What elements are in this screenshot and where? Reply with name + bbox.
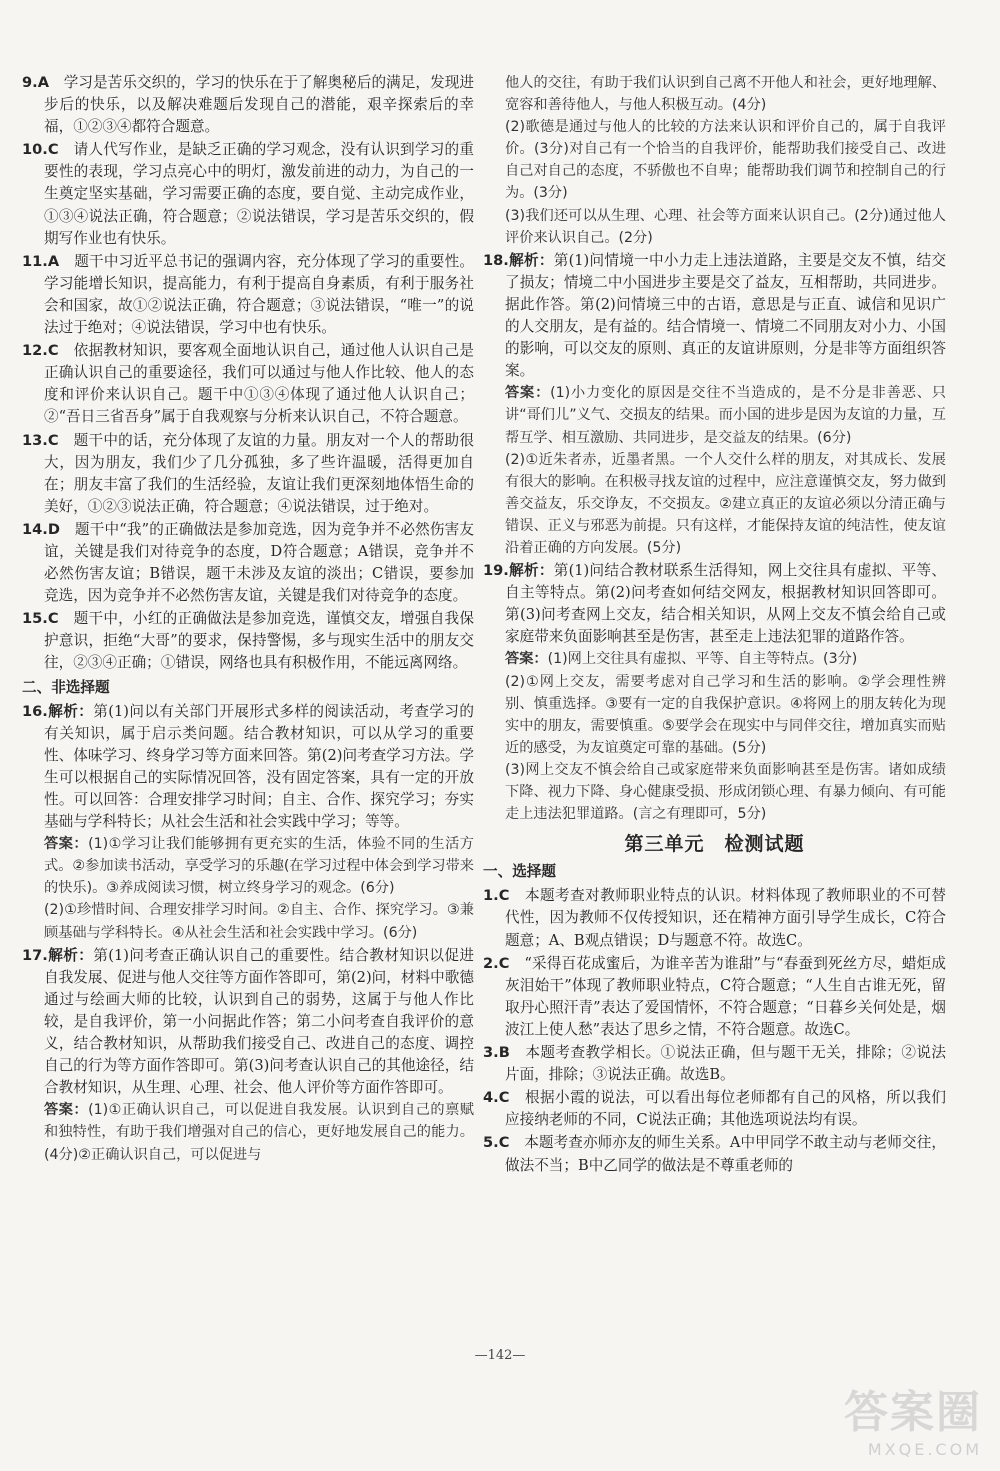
question-number: 10.C (22, 141, 59, 159)
section-heading-nonchoice: 二、非选择题 (22, 678, 110, 696)
answer-item (22, 430, 474, 518)
left-column (22, 72, 474, 1167)
answer-label: 答案： (505, 385, 551, 402)
analysis-label: 解析： (508, 251, 554, 269)
explanation-text: 本题考查对教师职业特点的认识。材料体现了教师职业的不可替代性，因为教师不仅传授知识，还在精神方面引导学生成长，C符合题意；A、B观点错误；D与题意不符。故选C。 (505, 887, 946, 949)
answer-part-1: (1)①学习让我们能够拥有更充实的生活，体验不同的生活方式。②参加读书活动，享受学习的乐趣(在学习过程中体会到学习带来的快乐)。③养成阅读习惯，树立终身学习的观念。(6分) (44, 836, 474, 897)
answer-item (22, 72, 474, 138)
explanation-text: 请人代写作业，是缺乏正确的学习观念，没有认识到学习的重要性的表现，学习点亮心中的明灯，激发前进的动力，为自己的一生奠定坚实基础，学习需要正确的态度，要自觉、主动完成作业，①③④说法正确，符合题意；②说法错误，学习是苦乐交织的，假期写作业也有快乐。 (44, 141, 474, 247)
answer-part-3: (3)网上交友不慎会给自己或家庭带来负面影响甚至是伤害。诸如成绩下降、视力下降、身心健康受损、形成闭锁心理、有暴力倾向、有可能走上违法犯罪道路。(言之有理即可，5分) (505, 761, 946, 823)
page-number: —142— (474, 1348, 526, 1363)
answer-item (22, 519, 474, 607)
question-number: 12.C (22, 342, 59, 360)
answer-label: 答案： (505, 651, 548, 668)
answer-part-1: (1)①正确认识自己，可以促进自我发展。认识到自己的禀赋和独特性，有助于我们增强对自己的信心，更好地发展自己的能力。(4分)②正确认识自己，可以促进与 (44, 1102, 474, 1163)
answer-label: 答案： (44, 1102, 89, 1119)
analysis-text: 第(1)问考查正确认识自己的重要性。结合教材知识以促进自我发展、促进与他人交往等方面作答即可，第(2)问，材料中歌德通过与绘画大师的比较，认识到自己的弱势，这属于与他人作比较，是自我评价，第一小问据此作答；第二小问考查自我评价的意义，结合教材知识，从帮助我们接受自己、改进自己的态度、调控自己的行为等方面作答即可。第(3)问考查认识自己的其他途径，结合教材知识，从生理、心理、社会、他人评价等方面作答即可。 (44, 946, 474, 1097)
answer-part-2: (2)①网上交友，需要考虑对自己学习和生活的影响。②学会理性辨别、慎重选择。③要有一定的自我保护意识。④将网上的朋友转化为现实中的朋友，需要慎重。⑤要学会在现实中与同伴交往，增加真实而贴近的感受，为友谊奠定可靠的基础。(5分) (505, 673, 946, 756)
question-number: 1.C (483, 887, 510, 905)
answer-part-2: (2)歌德是通过与他人的比较的方法来认识和评价自己的，属于自我评价。(3分)对自己有一个恰当的自我评价，能帮助我们接受自己、改进自己对自己的态度，不骄傲也不自卑；能帮助我们调节和控制自己的行为。(3分) (505, 119, 946, 202)
answer-item (22, 340, 474, 428)
analysis-text: 第(1)问以有关部门开展形式多样的阅读活动，考查学习的有关知识，属于启示类问题。结合教材知识，可以从学习的重要性、体味学习、终身学习等方面来回答。第(2)问考查学习方法。学生可以根据自己的实际情况回答，没有固定答案，具有一定的开放性。可以回答：合理安排学习时间；自主、合作、探究学习；夯实基础与学科特长；从社会生活和社会实践中学习；等等。 (44, 702, 474, 831)
watermark-url: MXQE.COM (867, 1440, 982, 1459)
question-17 (22, 945, 474, 1166)
explanation-text: “采得百花成蜜后，为谁辛苦为谁甜”与“春蚕到死丝方尽，蜡炬成灰泪始干”体现了教师职业特点，C符合题意；“人生自古谁无死，留取丹心照汗青”表达了爱国情怀，不符合题意；“日暮乡关何处是，烟波江上使人愁”表达了思乡之情，不符合题意。故选C。 (505, 954, 946, 1038)
watermark-logo (844, 1376, 982, 1459)
answer-part-3: (3)我们还可以从生理、心理、社会等方面来认识自己。(2分)通过他人评价来认识自己。(2分) (505, 207, 946, 246)
answer-item (483, 953, 946, 1041)
explanation-text: 题干中，小红的正确做法是参加竞选，谨慎交友，增强自我保护意识，拒绝“大哥”的要求，保持警惕，多与现实生活中的朋友交往，②③④正确；①错误，网络也具有积极作用，不能远离网络。 (44, 610, 474, 672)
unit-title: 第三单元 检测试题 (624, 833, 805, 856)
question-number: 16. (22, 702, 48, 720)
answer-item (22, 608, 474, 674)
right-choice-answers (483, 885, 946, 1176)
explanation-text: 根据小霞的说法，可以看出每位老师都有自己的风格，所以我们应接纳老师的不同，C说法正确；其他选项说法均有误。 (505, 1089, 946, 1129)
question-number: 18. (483, 251, 509, 269)
question-number: 9.A (22, 74, 49, 91)
answer-label: 答案： (44, 836, 89, 853)
answer-part-1: (1)网上交往具有虚拟、平等、自主等特点。(3分) (547, 651, 858, 668)
question-number: 14.D (22, 520, 60, 538)
analysis-text: 第(1)问情境一中小力走上违法道路，主要是交友不慎，结交了损友；情境二中小国进步主要是交了益友，互相帮助，共同进步。据此作答。第(2)问情境三中的古语，意思是与正直、诚信和见识广的人交朋友，是有益的。结合情境一、情境二不同朋友对小力、小国的影响，可以交友的原则、真正的友谊讲原则，分是非等方面组织答案。 (505, 251, 946, 380)
analysis-label: 解析： (47, 702, 94, 720)
question-number: 4.C (483, 1089, 510, 1107)
question-number: 3.B (483, 1044, 510, 1062)
answer-part-2: (2)①珍惜时间、合理安排学习时间。②自主、合作、探究学习。③兼顾基础与学科特长。④从社会生活和社会实践中学习。(6分) (44, 902, 474, 941)
explanation-text: 本题考查亦师亦友的师生关系。A中甲同学不敢主动与老师交往，做法不当；B中乙同学的做法是不尊重老师的 (505, 1134, 946, 1174)
section-heading-choice: 一、选择题 (483, 863, 556, 881)
question-number: 2.C (483, 954, 510, 972)
explanation-text: 学习是苦乐交织的，学习的快乐在于了解奥秘后的满足，发现进步后的快乐，以及解决难题后发现自己的潜能，艰辛探索后的幸福，①②③④都符合题意。 (44, 74, 474, 136)
answer-item (483, 885, 946, 951)
question-16 (22, 701, 474, 944)
right-column (483, 72, 946, 1178)
question-17-continued (483, 72, 946, 249)
answer-part-1-continued: 他人的交往，有助于我们认识到自己离不开他人和社会，更好地理解、宽容和善待他人，与他人积极互动。(4分) (505, 75, 946, 114)
answer-item (483, 1132, 946, 1176)
analysis-label: 解析： (508, 562, 554, 580)
question-number: 13.C (22, 431, 59, 449)
explanation-text: 依据教材知识，要客观全面地认识自己，通过他人认识自己是正确认识自己的重要途径，我们可以通过与他人作比较、他人的态度和评价来认识自己。题干中①③④体现了通过他人认识自己；②“吾日三省吾身”属于自我观察与分析来认识自己，不符合题意。 (44, 342, 474, 426)
answer-part-1: (1)小力变化的原因是交往不当造成的，是不分是非善恶、只讲“哥们儿”义气、交损友的结果。而小国的进步是因为友谊的力量，互帮互学、相互激励、共同进步，是交益友的结果。(6分) (505, 385, 946, 446)
explanation-text: 题干中习近平总书记的强调内容，充分体现了学习的重要性。学习能增长知识，提高能力，有利于提高自身素质，有利于服务社会和国家，故①②说法正确，符合题意；③说法错误，“唯一”的说法过于绝对；④说法错误，学习中也有快乐。 (44, 252, 474, 337)
analysis-text: 第(1)问结合教材联系生活得知，网上交往具有虚拟、平等、自主等特点。第(2)问考查如何结交网友，根据教材知识回答即可。第(3)问考查网上交友，结合相关知识，从网上交友不慎会给自己或家庭带来负面影响甚至是伤害，甚至走上违法犯罪的道路作答。 (505, 562, 946, 646)
analysis-label: 解析： (47, 946, 94, 964)
question-19 (483, 560, 946, 825)
question-number: 17. (22, 946, 48, 964)
question-number: 15.C (22, 610, 59, 628)
explanation-text: 题干中的话，充分体现了友谊的力量。朋友对一个人的帮助很大，因为朋友，我们少了几分孤独，多了些许温暖，活得更加自在；朋友丰富了我们的生活经验，友谊让我们更深刻地体悟生命的美好，①②③说法正确，符合题意；④说法错误，过于绝对。 (44, 431, 474, 515)
explanation-text: 本题考查教学相长。①说法正确，但与题干无关，排除；②说法片面，排除；③说法正确。故选B。 (505, 1044, 946, 1084)
question-number: 5.C (483, 1134, 510, 1152)
watermark-text: 答案圈 (844, 1387, 982, 1438)
answer-item (483, 1087, 946, 1131)
question-number: 19. (483, 562, 509, 580)
explanation-text: 题干中“我”的正确做法是参加竞选，因为竞争并不必然伤害友谊，关键是我们对待竞争的态度，D符合题意；A错误，竞争并不必然伤害友谊；B错误，题干未涉及友谊的淡出；C错误，要参加竞选，因为竞争并不必然伤害友谊，关键是我们对待竞争的态度。 (44, 520, 474, 605)
answer-part-2: (2)①近朱者赤，近墨者黑。一个人交什么样的朋友，对其成长、发展有很大的影响。在积极寻找友谊的过程中，应注意谨慎交友，努力做到善交益友，乐交诤友，不交损友。②建立真正的友谊必须以分清正确与错误、正义与邪恶为前提。只有这样，才能保持友谊的纯洁性，使友谊沿着正确的方向发展。(5分) (505, 451, 946, 556)
question-18 (483, 250, 946, 559)
left-choice-answers (22, 72, 474, 675)
answer-item (483, 1042, 946, 1086)
answer-item (22, 251, 474, 339)
answer-item (22, 139, 474, 249)
question-number: 11.A (22, 252, 60, 270)
